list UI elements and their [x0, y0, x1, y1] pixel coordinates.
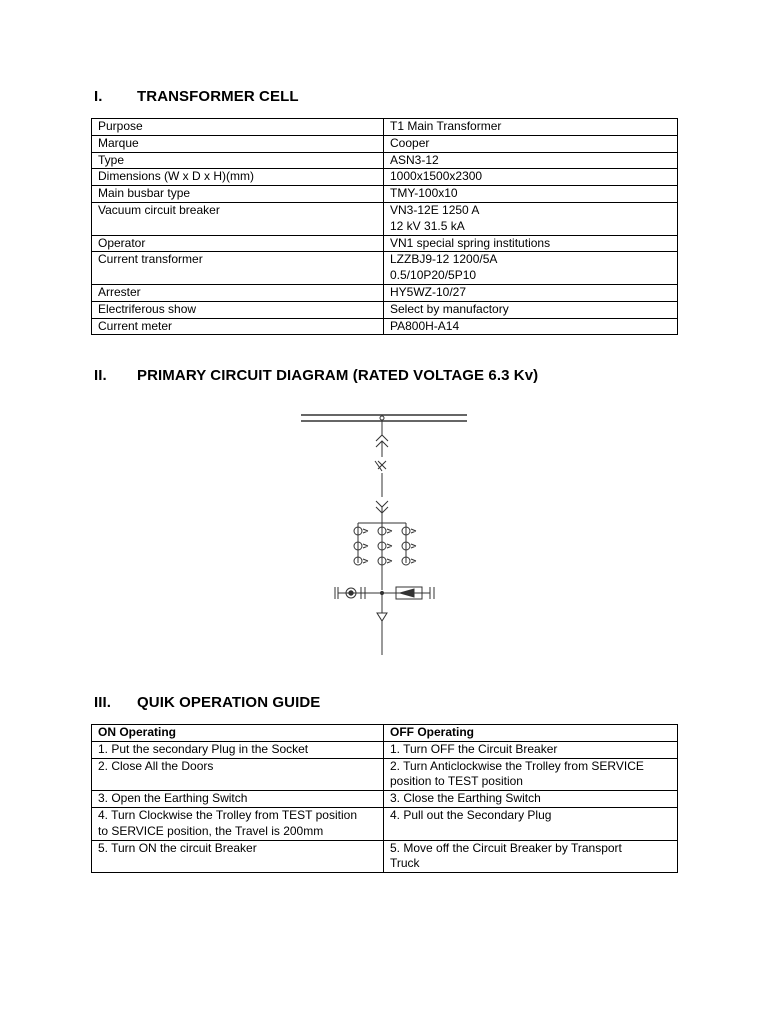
table-row: [92, 840, 678, 873]
spec-label: Type: [92, 152, 384, 169]
section-2-heading: [94, 367, 538, 384]
spec-value: [384, 284, 678, 301]
header-on-operating: ON Operating: [92, 725, 384, 742]
off-operating-step: [384, 791, 678, 808]
current-transformers: [354, 523, 416, 590]
table-row: [92, 807, 678, 840]
upper-plug-contact: [376, 435, 388, 441]
on-operating-step: [92, 807, 384, 840]
table-row: [92, 791, 678, 808]
table-row: [92, 119, 678, 136]
on-operating-step: [92, 758, 384, 791]
on-operating-step-line: 5. Turn ON the circuit Breaker: [98, 840, 257, 855]
earthing-symbol: [377, 613, 387, 621]
off-operating-step-line: position to TEST position: [390, 774, 523, 789]
spec-value: [384, 152, 678, 169]
table-header-row: [92, 725, 678, 742]
table-row: [92, 284, 678, 301]
spec-value: [384, 252, 678, 285]
table-row: [92, 758, 678, 791]
spec-label: Current transformer: [92, 252, 384, 285]
off-operating-step: [384, 840, 678, 873]
on-operating-step: [92, 791, 384, 808]
table-row: [92, 152, 678, 169]
spec-value: [384, 235, 678, 252]
on-operating-step-line: 4. Turn Clockwise the Trolley from TEST position: [98, 807, 357, 822]
spec-value: [384, 301, 678, 318]
off-operating-step-line: 3. Close the Earthing Switch: [390, 791, 541, 806]
off-operating-step-line: 2. Turn Anticlockwise the Trolley from SERVICE: [390, 758, 644, 773]
spec-label: Current meter: [92, 318, 384, 335]
spec-label: Operator: [92, 235, 384, 252]
busbar-tap: [380, 416, 384, 420]
off-operating-step-line: 5. Move off the Circuit Breaker by Transport: [390, 840, 622, 855]
spec-value-line: Select by manufactory: [390, 301, 509, 316]
spec-label: Arrester: [92, 284, 384, 301]
spec-label: Electriferous show: [92, 301, 384, 318]
on-operating-step: [92, 741, 384, 758]
off-operating-step: [384, 758, 678, 791]
section-2-title: PRIMARY CIRCUIT DIAGRAM (RATED VOLTAGE 6.3 Kv): [137, 367, 539, 384]
operation-guide-table: [91, 724, 678, 873]
on-operating-step-line: 3. Open the Earthing Switch: [98, 791, 248, 806]
table-row: [92, 235, 678, 252]
spec-value: [384, 169, 678, 186]
spec-value-line: 0.5/10P20/5P10: [390, 268, 477, 283]
spec-value-line: 12 kV 31.5 kA: [390, 218, 465, 233]
section-3-heading: [94, 694, 320, 711]
table-row: [92, 301, 678, 318]
spec-label: Main busbar type: [92, 186, 384, 203]
table-row: [92, 318, 678, 335]
spec-value: [384, 135, 678, 152]
table-row: [92, 169, 678, 186]
section-3-title: QUIK OPERATION GUIDE: [137, 694, 321, 711]
spec-value-line: VN3-12E 1250 A: [390, 202, 480, 217]
header-off-operating: OFF Operating: [384, 725, 678, 742]
off-operating-step-line: 4. Pull out the Secondary Plug: [390, 807, 552, 822]
table-row: [92, 202, 678, 235]
section-1-title: TRANSFORMER CELL: [137, 88, 299, 105]
off-operating-step-line: Truck: [390, 856, 420, 871]
spec-value-line: T1 Main Transformer: [390, 119, 502, 133]
spec-label: Dimensions (W x D x H)(mm): [92, 169, 384, 186]
off-operating-step-line: 1. Turn OFF the Circuit Breaker: [390, 741, 558, 756]
spec-value-line: PA800H-A14: [390, 318, 460, 333]
spec-value-line: LZZBJ9-12 1200/5A: [390, 252, 498, 267]
primary-circuit-diagram: [290, 405, 480, 660]
off-operating-step: [384, 807, 678, 840]
table-row: [92, 186, 678, 203]
spec-label: Vacuum circuit breaker: [92, 202, 384, 235]
spec-value-line: 1000x1500x2300: [390, 169, 483, 184]
on-operating-step-line: 1. Put the secondary Plug in the Socket: [98, 741, 309, 756]
section-1-number: I.: [94, 88, 103, 105]
transformer-cell-table: [91, 118, 678, 335]
spec-value: [384, 202, 678, 235]
spec-value-line: HY5WZ-10/27: [390, 284, 467, 299]
table-row: [92, 135, 678, 152]
spec-value-line: VN1 special spring institutions: [390, 235, 551, 250]
spec-value: [384, 318, 678, 335]
on-operating-step-line: to SERVICE position, the Travel is 200mm: [98, 823, 324, 838]
table-row: [92, 252, 678, 285]
on-operating-step: [92, 840, 384, 873]
spec-value-line: Cooper: [390, 135, 430, 150]
spec-value: [384, 119, 678, 136]
spec-value-line: ASN3-12: [390, 152, 439, 167]
spec-label: Marque: [92, 135, 384, 152]
section-3-number: III.: [94, 694, 112, 711]
on-operating-step-line: 2. Close All the Doors: [98, 758, 214, 773]
section-1-heading: [94, 88, 299, 105]
off-operating-step: [384, 741, 678, 758]
lower-plug-contact: [376, 501, 388, 507]
spec-value-line: TMY-100x10: [390, 186, 458, 201]
spec-value: [384, 186, 678, 203]
section-2-number: II.: [94, 367, 107, 384]
spec-label: Purpose: [92, 119, 384, 136]
table-row: [92, 741, 678, 758]
